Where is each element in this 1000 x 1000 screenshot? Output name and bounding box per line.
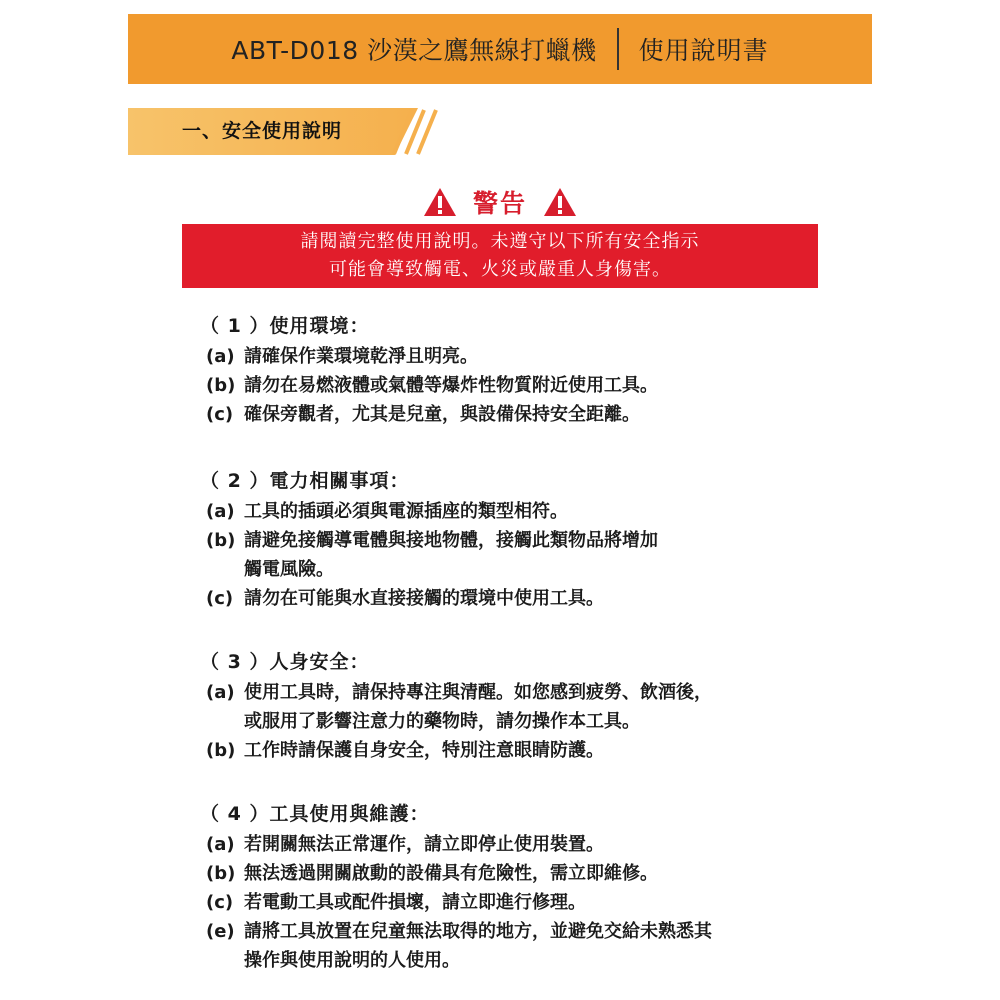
slash-decoration-icon [392, 108, 442, 156]
item-text: 無法透過開關啟動的設備具有危險性，需立即維修。 [244, 863, 658, 884]
item-label: (a) [206, 501, 235, 522]
warning-triangle-icon [423, 187, 457, 217]
header-bar [128, 14, 872, 84]
item-label: (a) [206, 682, 235, 703]
list-item [200, 859, 840, 888]
section-heading: （ 3 ）人身安全： [200, 651, 370, 673]
item-label: (c) [206, 404, 234, 425]
section-title: 一、安全使用說明 [182, 120, 343, 142]
item-label: (a) [206, 834, 235, 855]
item-text: 請勿在可能與水直接接觸的環境中使用工具。 [244, 588, 604, 609]
safety-instructions [200, 310, 840, 975]
section-heading: （ 4 ）工具使用與維護： [200, 803, 430, 825]
list-item [200, 830, 840, 859]
warning-triangle-icon [543, 187, 577, 217]
document-subtitle: 使用說明書 [638, 36, 769, 65]
section-heading: （ 1 ）使用環境： [200, 315, 370, 337]
item-label: (c) [206, 588, 234, 609]
item-label: (b) [206, 530, 236, 551]
warning-box [182, 224, 818, 288]
list-item [200, 678, 840, 736]
item-text: 確保旁觀者，尤其是兒童，與設備保持安全距離。 [244, 404, 640, 425]
item-text: 請將工具放置在兒童無法取得的地方，並避免交給未熟悉其 操作與使用說明的人使用。 [244, 921, 712, 971]
list-item [200, 342, 840, 371]
item-label: (b) [206, 740, 236, 761]
list-item [200, 400, 840, 429]
warning-line-1: 請閱讀完整使用說明。未遵守以下所有安全指示 [300, 231, 700, 252]
list-item [200, 497, 840, 526]
item-text: 請確保作業環境乾淨且明亮。 [244, 346, 478, 367]
warning-title: 警告 [472, 189, 527, 218]
item-text: 請勿在易燃液體或氣體等爆炸性物質附近使用工具。 [244, 375, 658, 396]
section-heading: （ 2 ）電力相關事項： [200, 470, 410, 492]
warning-line-2: 可能會導致觸電、火災或嚴重人身傷害。 [329, 259, 671, 280]
document-title: ABT-D018 沙漠之鷹無線打蠟機 [231, 36, 597, 65]
item-label: (c) [206, 892, 234, 913]
item-text: 使用工具時，請保持專注與清醒。如您感到疲勞、飲酒後， 或服用了影響注意力的藥物時，請勿操作本工具。 [244, 682, 712, 732]
item-text: 工作時請保護自身安全，特別注意眼睛防護。 [244, 740, 604, 761]
list-item [200, 584, 840, 613]
item-label: (b) [206, 863, 236, 884]
list-item [200, 888, 840, 917]
item-text: 請避免接觸導電體與接地物體，接觸此類物品將增加 觸電風險。 [244, 530, 658, 580]
item-text: 工具的插頭必須與電源插座的類型相符。 [244, 501, 568, 522]
list-item [200, 917, 840, 975]
item-text: 若開關無法正常運作，請立即停止使用裝置。 [244, 834, 604, 855]
item-label: (e) [206, 921, 235, 942]
list-item [200, 736, 840, 765]
warning-heading [0, 184, 1000, 220]
list-item [200, 526, 840, 584]
list-item [200, 371, 840, 400]
item-label: (b) [206, 375, 236, 396]
item-label: (a) [206, 346, 235, 367]
header-divider [617, 28, 619, 70]
item-text: 若電動工具或配件損壞，請立即進行修理。 [244, 892, 586, 913]
